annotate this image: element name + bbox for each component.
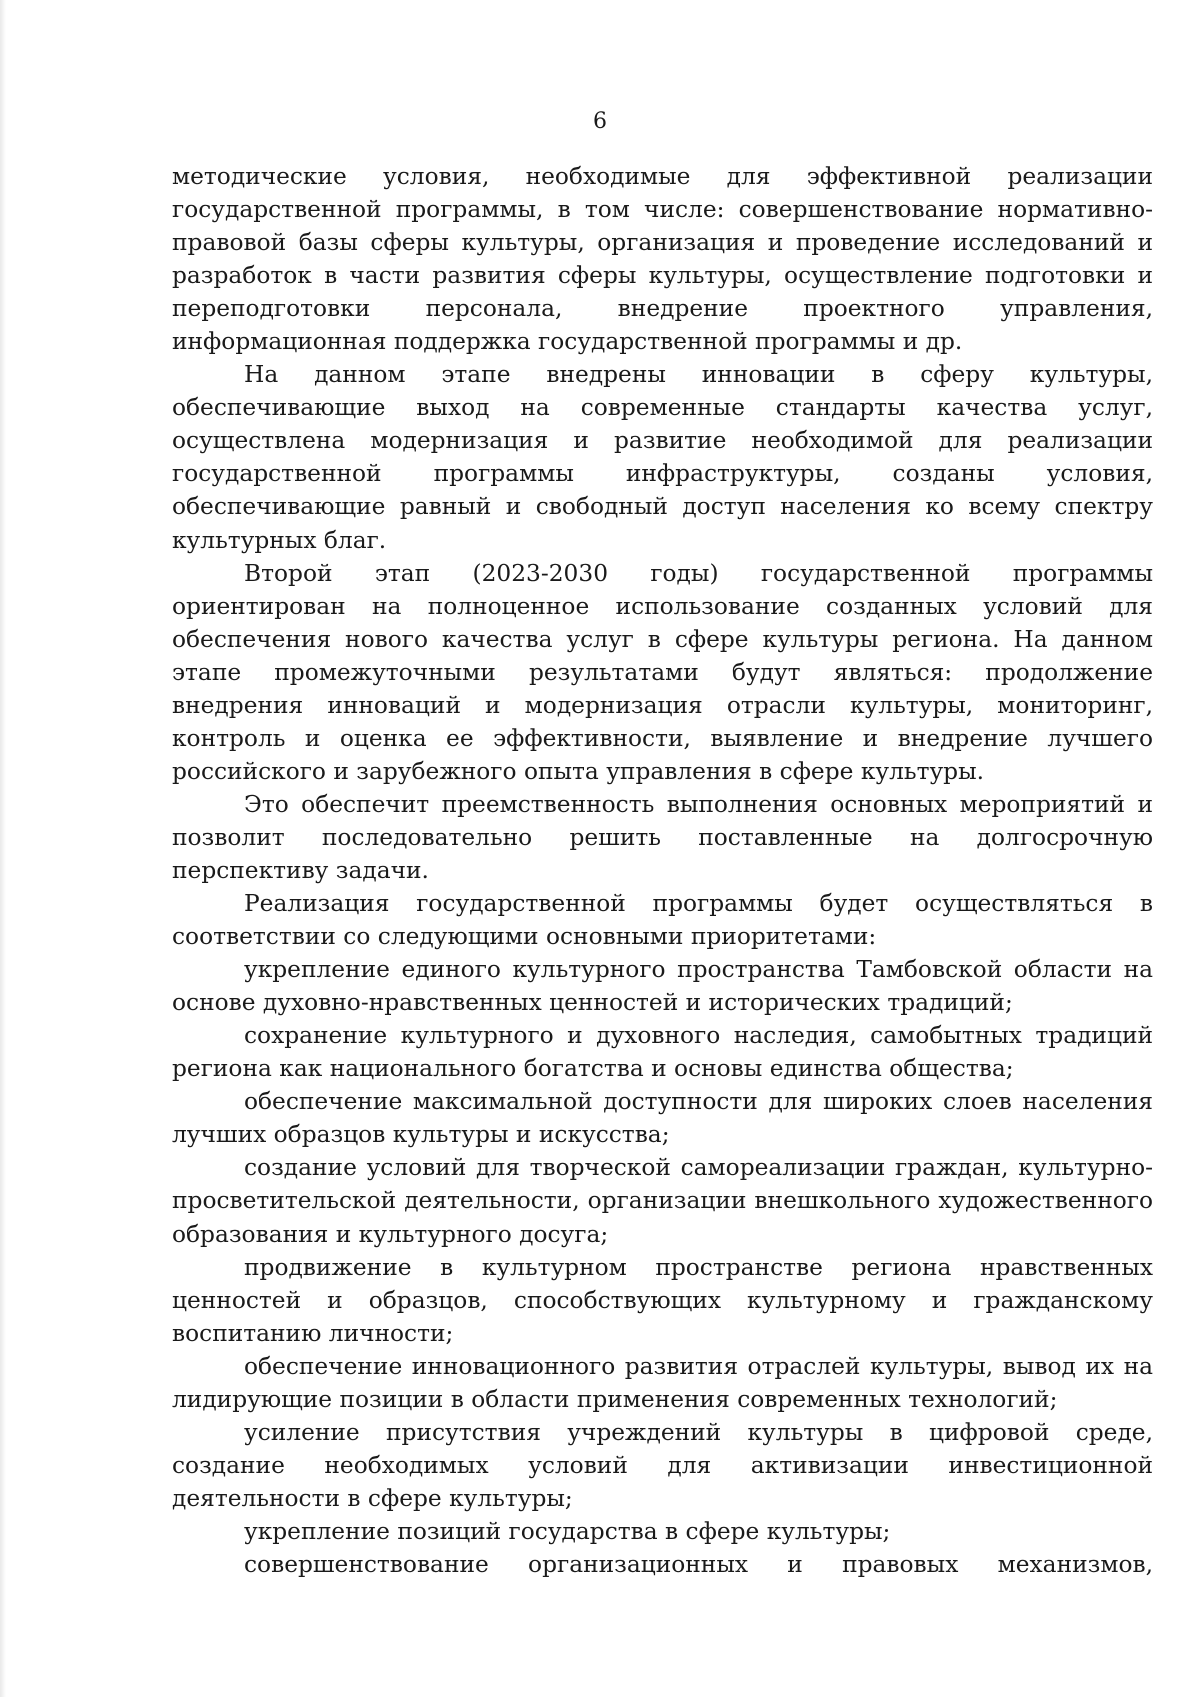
paragraph: Это обеспечит преемственность выполнения основных мероприятий и позволит последовательно решить поставленные на долгосрочную перспективу задачи.: [172, 790, 1153, 884]
priority-item: создание условий для творческой самореализации граждан, культурно-просветительской деятельности, организации внешкольного художественного образования и культурного досуга;: [172, 1154, 1153, 1248]
priority-item: обеспечение инновационного развития отраслей культуры, вывод их на лидирующие позиции в области применения современных технологий;: [172, 1352, 1153, 1413]
priority-item: совершенствование организационных и правовых механизмов,: [244, 1550, 1153, 1578]
page-number: 6: [593, 109, 607, 134]
priority-item: усиление присутствия учреждений культуры в цифровой среде, создание необходимых условий для активизации инвестиционной деятельности в сфере культуры;: [172, 1418, 1153, 1512]
paragraph: На данном этапе внедрены инновации в сферу культуры, обеспечивающие выход на современные стандарты качества услуг, осуществлена модернизация и развитие необходимой для реализации государственной программы инфраструктуры, созданы условия, обеспечивающие равный и свободный доступ населения ко всему спектру культурных благ.: [172, 361, 1153, 554]
priority-item: продвижение в культурном пространстве региона нравственных ценностей и образцов, способствующих культурному и гражданскому воспитанию личности;: [172, 1253, 1153, 1347]
priority-item: укрепление позиций государства в сфере культуры;: [244, 1517, 891, 1545]
priority-item: укрепление единого культурного пространства Тамбовской области на основе духовно-нравственных ценностей и исторических традиций;: [172, 956, 1153, 1017]
paragraph: методические условия, необходимые для эффективной реализации государственной программы, в том числе: совершенствование нормативно-правовой базы сферы культуры, организация и проведение исследований и разработок в части развития сферы культуры, осуществление подготовки и переподготовки персонала, внедрение проектного управления, информационная поддержка государственной программы и др.: [172, 163, 1153, 356]
document-body: [172, 160, 1153, 1581]
priority-item: обеспечение максимальной доступности для широких слоев населения лучших образцов культуры и искусства;: [172, 1088, 1153, 1149]
scan-edge: [0, 0, 6, 1697]
paragraph: Реализация государственной программы будет осуществляться в соответствии со следующими основными приоритетами:: [172, 890, 1153, 951]
paragraph: Второй этап (2023-2030 годы) государственной программы ориентирован на полноценное использование созданных условий для обеспечения нового качества услуг в сфере культуры региона. На данном этапе промежуточными результатами будут являться: продолжение внедрения инноваций и модернизация отрасли культуры, мониторинг, контроль и оценка ее эффективности, выявление и внедрение лучшего российского и зарубежного опыта управления в сфере культуры.: [172, 559, 1153, 785]
priority-item: сохранение культурного и духовного наследия, самобытных традиций региона как национального богатства и основы единства общества;: [172, 1022, 1153, 1083]
